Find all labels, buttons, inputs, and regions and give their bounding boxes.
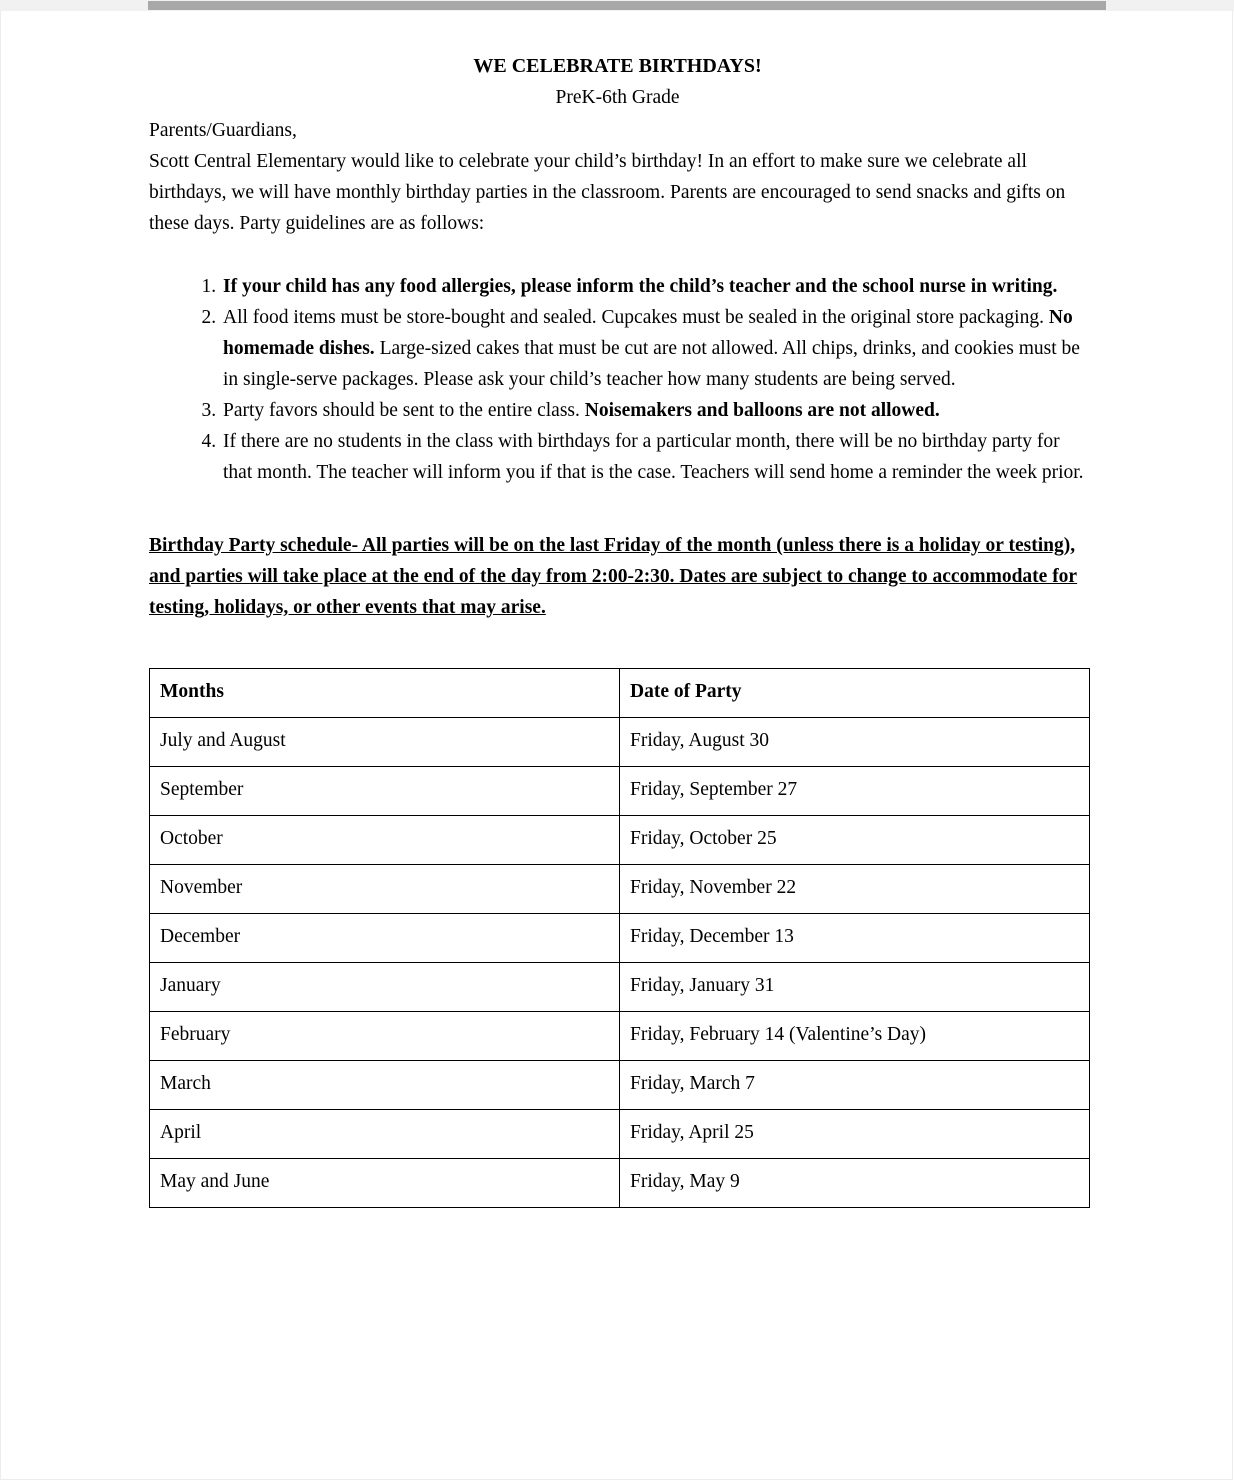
table-header-date: Date of Party xyxy=(620,669,1090,718)
guideline-2-text-b: No homemade dishes. xyxy=(223,307,1073,359)
schedule-note: Birthday Party schedule- All parties will be on the last Friday of the month (unless there is a holiday or testing), and parties will take place at the end of the day from 2:00-2:30. Dates are subject to change to accommodate for testing, holidays, or other events that may arise. xyxy=(149,535,1078,618)
table-row xyxy=(150,718,1090,767)
date-cell: Friday, January 31 xyxy=(620,963,1090,1012)
table-row xyxy=(150,963,1090,1012)
guidelines-list xyxy=(149,271,1086,488)
table-header-months: Months xyxy=(150,669,620,718)
guideline-item-4 xyxy=(221,426,1086,488)
table-header-row xyxy=(150,669,1090,718)
guideline-1-text: If your child has any food allergies, please inform the child’s teacher and the school nurse in writing. xyxy=(223,276,1058,297)
month-cell: March xyxy=(150,1061,620,1110)
date-cell: Friday, November 22 xyxy=(620,865,1090,914)
document-page xyxy=(0,11,1233,1480)
guideline-3-text-a: Party favors should be sent to the entire class. xyxy=(223,400,585,421)
table-row xyxy=(150,914,1090,963)
salutation: Parents/Guardians, xyxy=(149,120,297,141)
month-cell: July and August xyxy=(150,718,620,767)
table-row xyxy=(150,1159,1090,1208)
table-row xyxy=(150,1061,1090,1110)
guideline-item-1 xyxy=(221,271,1086,302)
guideline-2-text-a: All food items must be store-bought and sealed. Cupcakes must be sealed in the original store packaging. xyxy=(223,307,1049,328)
table-row xyxy=(150,816,1090,865)
horizontal-scrollbar[interactable] xyxy=(0,0,1234,11)
party-schedule-table xyxy=(149,668,1090,1208)
month-cell: February xyxy=(150,1012,620,1061)
table-row xyxy=(150,767,1090,816)
month-cell: January xyxy=(150,963,620,1012)
guideline-4-text: If there are no students in the class with birthdays for a particular month, there will be no birthday party for that month. The teacher will inform you if that is the case. Teachers will send home a reminder the week prior. xyxy=(223,431,1084,483)
table-row xyxy=(150,1110,1090,1159)
date-cell: Friday, October 25 xyxy=(620,816,1090,865)
guideline-item-2 xyxy=(221,302,1086,395)
intro-paragraph: Scott Central Elementary would like to celebrate your child’s birthday! In an effort to make sure we celebrate all birthdays, we will have monthly birthday parties in the classroom. Parents are encouraged to send snacks and gifts on these days. Party guidelines are as follows: xyxy=(149,151,1066,234)
month-cell: September xyxy=(150,767,620,816)
guideline-2-text-c: Large-sized cakes that must be cut are not allowed. All chips, drinks, and cookies must be in single-serve packages. Please ask your child’s teacher how many students are being served. xyxy=(223,338,1080,390)
date-cell: Friday, February 14 (Valentine’s Day) xyxy=(620,1012,1090,1061)
month-cell: November xyxy=(150,865,620,914)
date-cell: Friday, December 13 xyxy=(620,914,1090,963)
document-subtitle: PreK-6th Grade xyxy=(555,87,680,108)
month-cell: May and June xyxy=(150,1159,620,1208)
month-cell: October xyxy=(150,816,620,865)
document-title: WE CELEBRATE BIRTHDAYS! xyxy=(473,55,762,77)
date-cell: Friday, March 7 xyxy=(620,1061,1090,1110)
month-cell: December xyxy=(150,914,620,963)
table-row xyxy=(150,1012,1090,1061)
table-row xyxy=(150,865,1090,914)
month-cell: April xyxy=(150,1110,620,1159)
guideline-3-text-b: Noisemakers and balloons are not allowed. xyxy=(584,400,940,421)
date-cell: Friday, August 30 xyxy=(620,718,1090,767)
horizontal-scrollbar-thumb[interactable] xyxy=(148,1,1106,10)
date-cell: Friday, May 9 xyxy=(620,1159,1090,1208)
guideline-item-3 xyxy=(221,395,1086,426)
date-cell: Friday, September 27 xyxy=(620,767,1090,816)
date-cell: Friday, April 25 xyxy=(620,1110,1090,1159)
